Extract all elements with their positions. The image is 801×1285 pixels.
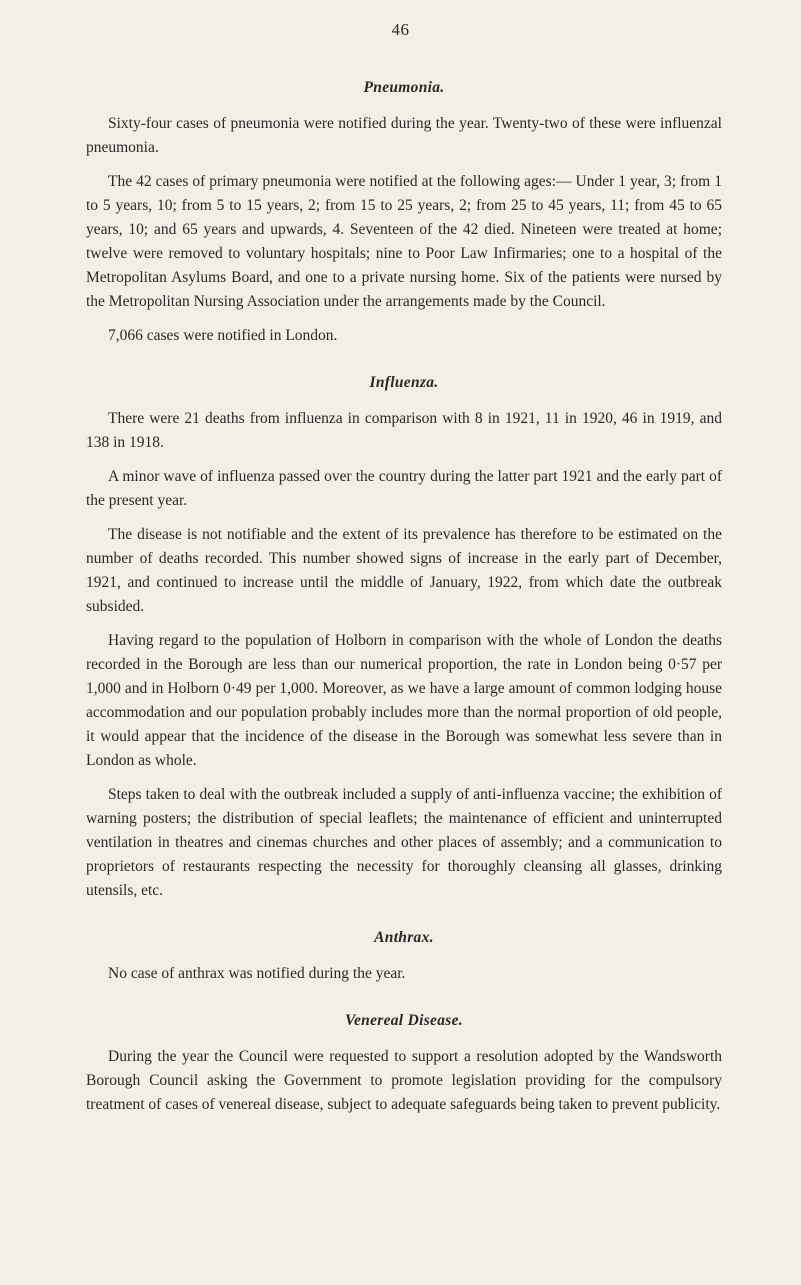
paragraph: The disease is not notifiable and the extent of its prevalence has therefore to be estimated on the number of deaths recorded. This number showed signs of increase in the early part of December, 1921, and continued to increase until the middle of January, 1922, from which date the outbreak subsided. bbox=[86, 526, 722, 615]
page-body bbox=[86, 76, 722, 1117]
paragraph: There were 21 deaths from influenza in comparison with 8 in 1921, 11 in 1920, 46 in 1919, and 138 in 1918. bbox=[86, 410, 722, 451]
paragraph: During the year the Council were requested to support a resolution adopted by the Wandsworth Borough Council asking the Government to promote legislation providing for the compulsory treatment of cases of venereal disease, subject to adequate safeguards being taken to prevent publicity. bbox=[86, 1048, 722, 1113]
page-number: 46 bbox=[391, 20, 410, 39]
paragraph: A minor wave of influenza passed over the country during the latter part 1921 and the early part of the present year. bbox=[86, 468, 722, 509]
section-influenza bbox=[86, 371, 722, 903]
paragraph: Steps taken to deal with the outbreak included a supply of anti-influenza vaccine; the exhibition of warning posters; the distribution of special leaflets; the maintenance of efficient and uninterrupted ventilation in theatres and cinemas churches and other places of assembly; and a communication to proprietors of restaurants respecting the necessity for thoroughly cleansing all glasses, drinking utensils, etc. bbox=[86, 786, 722, 899]
paragraph: Sixty-four cases of pneumonia were notified during the year. Twenty-two of these were influenzal pneumonia. bbox=[86, 115, 722, 156]
section-heading-influenza: Influenza. bbox=[369, 374, 439, 391]
paragraph: The 42 cases of primary pneumonia were notified at the following ages:— Under 1 year, 3; from 1 to 5 years, 10; from 5 to 15 years, 2; from 15 to 25 years, 2; from 25 to 45 years, 11; from 45 to 65 years, 10; and 65 years and upwards, 4. Seventeen of the 42 died. Nineteen were treated at home; twelve were removed to voluntary hospitals; nine to Poor Law Infirmaries; one to a hospital of the Metropolitan Asylums Board, and one to a private nursing home. Six of the patients were nursed by the Metropolitan Nursing Association under the arrangements made by the Council. bbox=[86, 173, 722, 310]
section-heading-venereal-disease: Venereal Disease. bbox=[345, 1012, 463, 1029]
paragraph: Having regard to the population of Holborn in comparison with the whole of London the deaths recorded in the Borough are less than our numerical proportion, the rate in London being 0·57 per 1,000 and in Holborn 0·49 per 1,000. Moreover, as we have a large amount of common lodging house accommodation and our population probably includes more than the normal proportion of old people, it would appear that the incidence of the disease in the Borough was somewhat less severe than in London as whole. bbox=[86, 632, 722, 769]
section-anthrax bbox=[86, 926, 722, 986]
paragraph: No case of anthrax was notified during the year. bbox=[108, 965, 406, 982]
section-heading-anthrax: Anthrax. bbox=[374, 929, 434, 946]
section-pneumonia bbox=[86, 76, 722, 348]
section-venereal-disease bbox=[86, 1009, 722, 1117]
section-heading-pneumonia: Pneumonia. bbox=[363, 79, 445, 96]
paragraph: 7,066 cases were notified in London. bbox=[108, 327, 338, 344]
